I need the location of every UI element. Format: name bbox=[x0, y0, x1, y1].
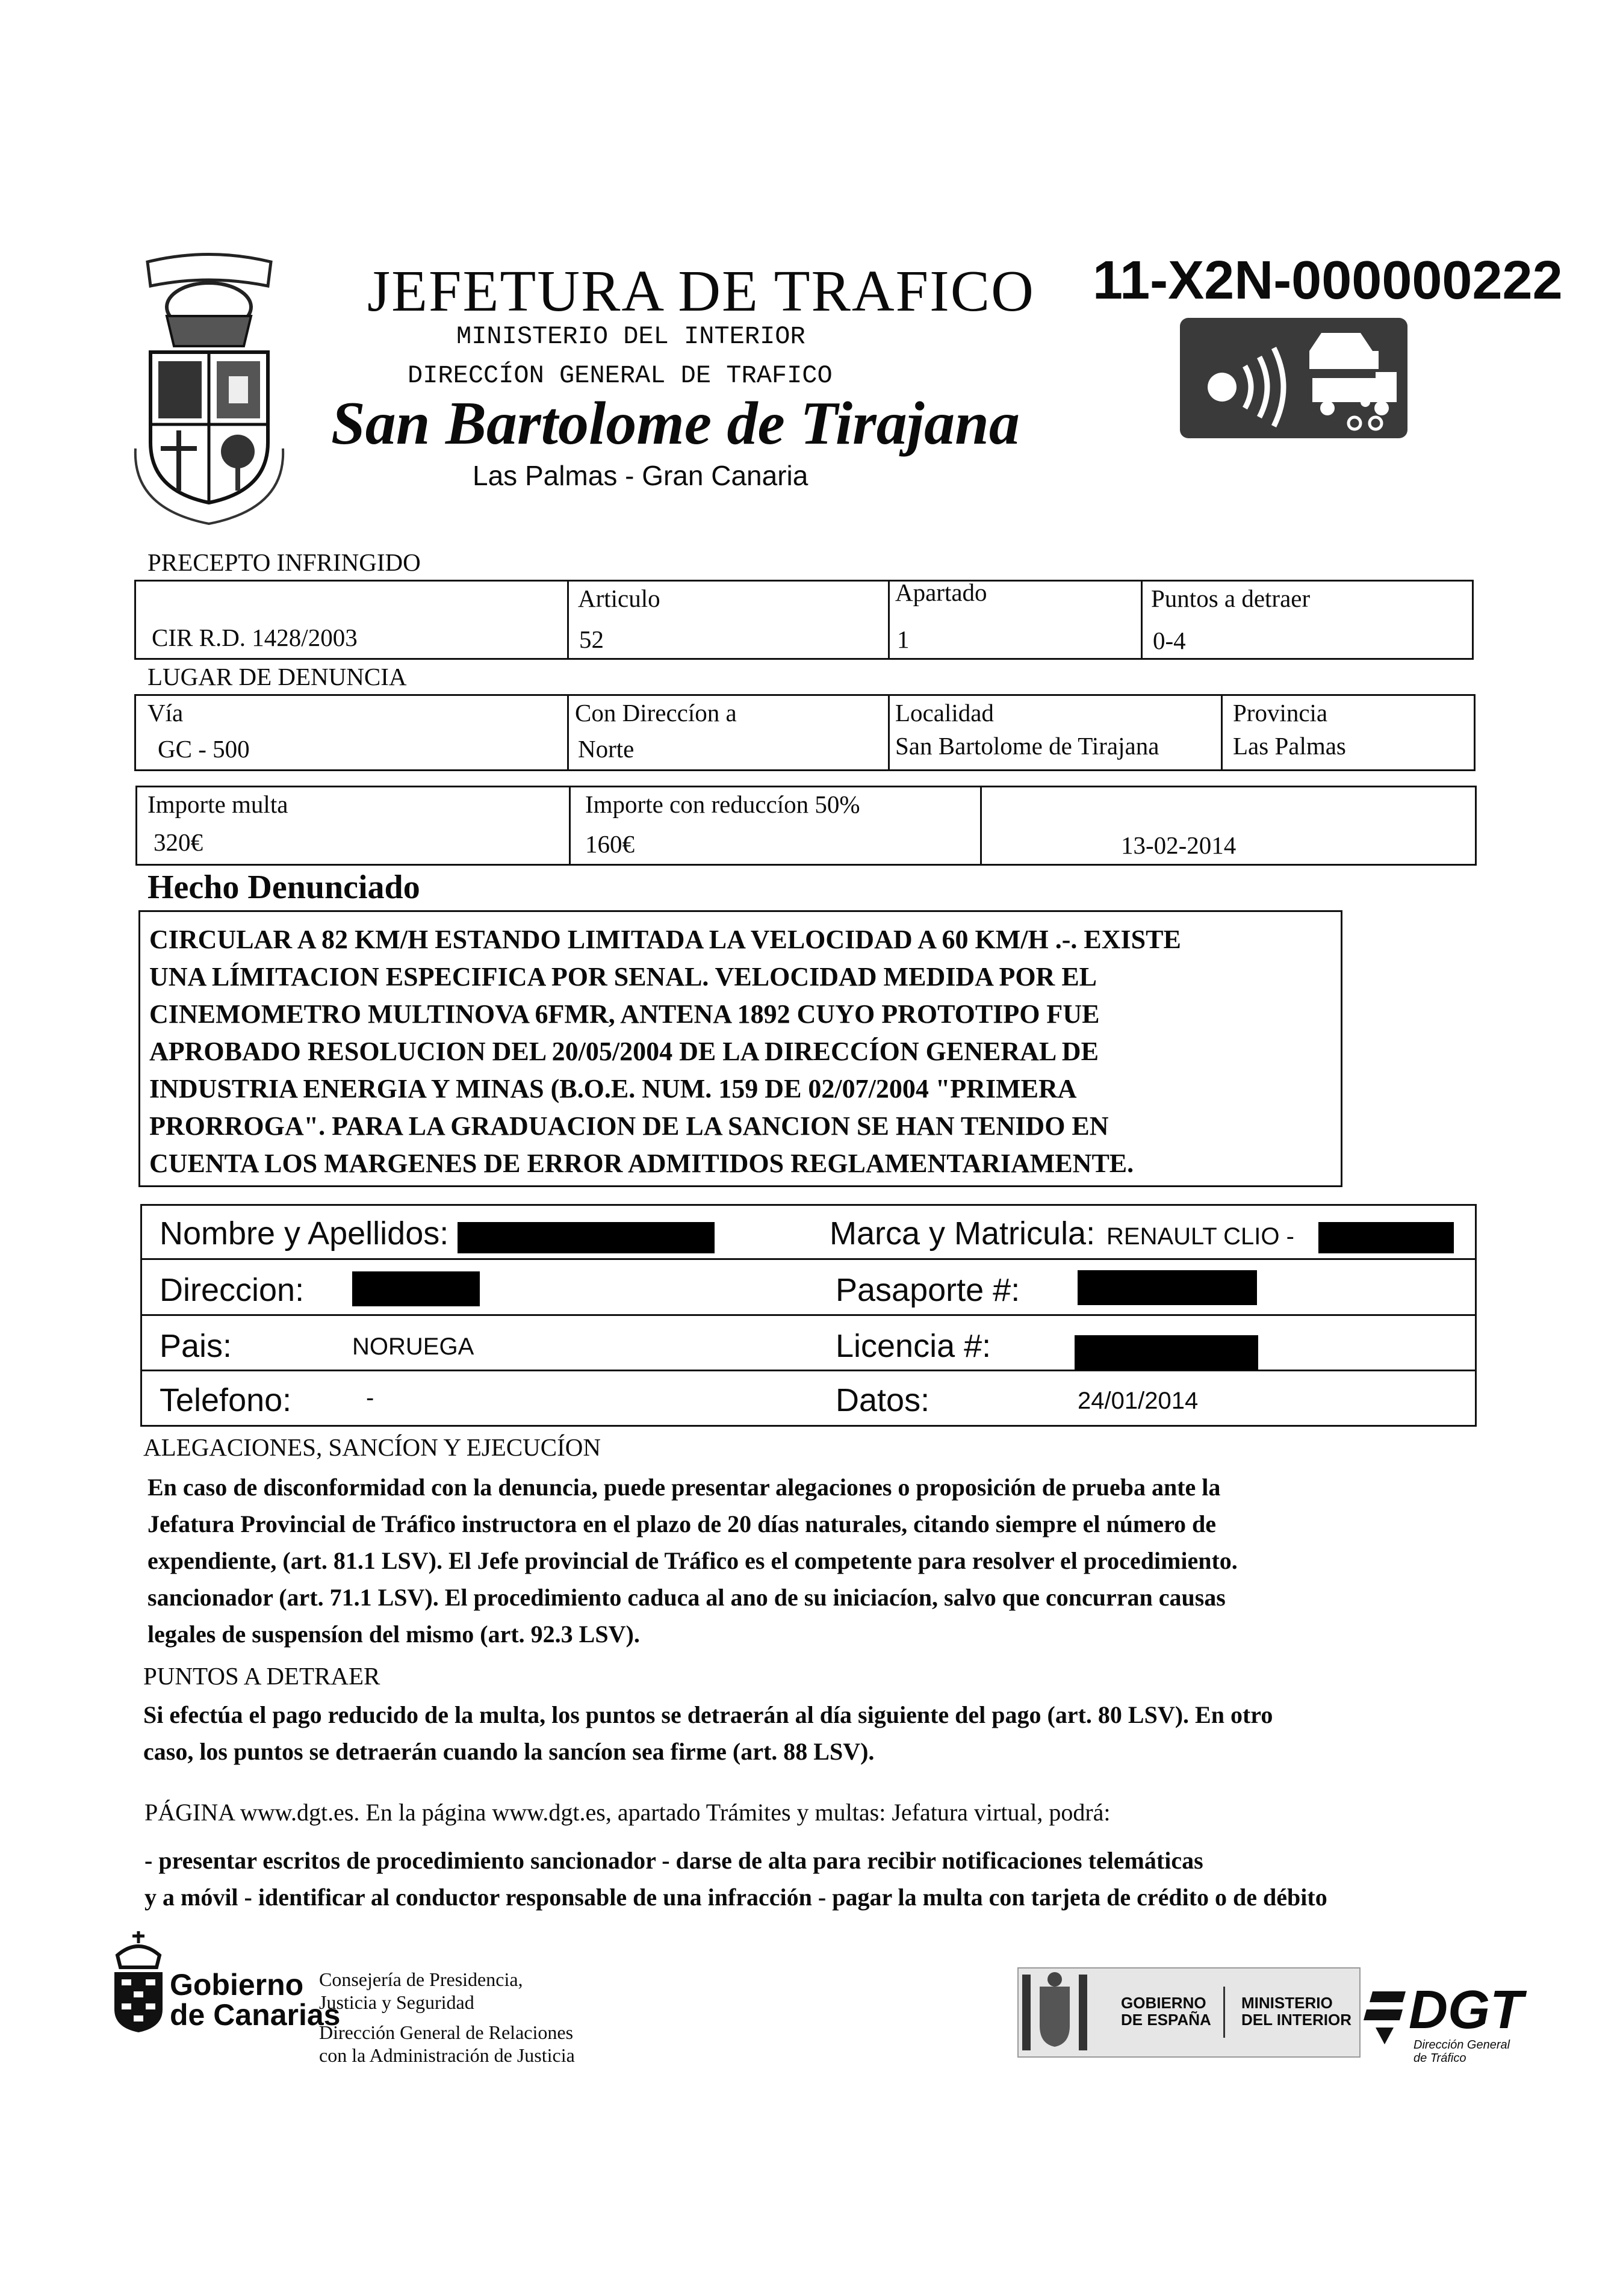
precepto-divider-2 bbox=[888, 580, 890, 660]
direccion-value: Norte bbox=[578, 735, 635, 763]
hecho-line: CUENTA LOS MARGENES DE ERROR ADMITIDOS REGLAMENTARIAMENTE. bbox=[149, 1149, 1134, 1178]
marca-label: Marca y Matricula: bbox=[830, 1215, 1096, 1252]
ministerio-interior-1: MINISTERIO bbox=[1241, 1994, 1333, 2012]
importe-divider-2 bbox=[980, 786, 982, 866]
puntos-heading: PUNTOS A DETRAER bbox=[143, 1662, 380, 1690]
gobierno-espana-2: DE ESPAÑA bbox=[1121, 2011, 1211, 2029]
alegaciones-heading: ALEGACIONES, SANCÍON Y EJECUCÍON bbox=[143, 1433, 601, 1461]
region-line: Las Palmas - Gran Canaria bbox=[473, 460, 808, 491]
hecho-line: APROBADO RESOLUCION DEL 20/05/2004 DE LA DIRECCÍON GENERAL DE bbox=[149, 1037, 1099, 1066]
nombre-label: Nombre y Apellidos: bbox=[160, 1215, 449, 1252]
pagina-line: - presentar escritos de procedimiento sancionador - darse de alta para recibir notificaciones telemáticas bbox=[144, 1847, 1203, 1874]
municipal-coat-of-arms-icon bbox=[123, 250, 295, 527]
consejeria-2: Justicia y Seguridad bbox=[319, 1991, 474, 2013]
pasaporte-redacted bbox=[1078, 1270, 1257, 1305]
hecho-heading: Hecho Denunciado bbox=[147, 869, 420, 906]
puntos-label: Puntos a detraer bbox=[1151, 585, 1311, 612]
direction-line: DIRECCÍON GENERAL DE TRAFICO bbox=[408, 361, 833, 390]
dgt-sub-1: Dirección General bbox=[1414, 2038, 1510, 2052]
dgt-logo bbox=[1361, 1967, 1541, 2064]
precepto-divider-3 bbox=[1141, 580, 1143, 660]
provincia-value: Las Palmas bbox=[1233, 732, 1346, 760]
localidad-label: Localidad bbox=[895, 699, 994, 727]
localidad-value: San Bartolome de Tirajana bbox=[895, 732, 1159, 760]
importe-reduccion-value: 160€ bbox=[585, 830, 635, 858]
telefono-label: Telefono: bbox=[160, 1382, 292, 1418]
matricula-redacted bbox=[1318, 1222, 1454, 1253]
ministry-line: MINISTERIO DEL INTERIOR bbox=[456, 322, 805, 351]
consejeria-1: Consejería de Presidencia, bbox=[319, 1969, 523, 1990]
municipality-name: San Bartolome de Tirajana bbox=[331, 389, 1020, 458]
alegaciones-line: sancionador (art. 71.1 LSV). El procedimiento caduca al ano de su iniciacíon, salvo que concurran causas bbox=[147, 1584, 1226, 1611]
hecho-line: PRORROGA". PARA LA GRADUACION DE LA SANCION SE HAN TENIDO EN bbox=[149, 1111, 1109, 1141]
persona-row-divider-2 bbox=[140, 1314, 1477, 1316]
puntos-text bbox=[143, 1696, 1273, 1770]
articulo-label: Articulo bbox=[578, 585, 660, 612]
apartado-value: 1 bbox=[897, 625, 910, 653]
direccion-persona-label: Direccion: bbox=[160, 1272, 305, 1308]
lugar-heading: LUGAR DE DENUNCIA bbox=[147, 663, 407, 690]
file-number: 11-X2N-000000222 bbox=[1093, 250, 1563, 311]
lugar-divider-1 bbox=[567, 694, 569, 771]
gobierno-line-1: Gobierno bbox=[170, 1968, 304, 2002]
hecho-text bbox=[149, 921, 1181, 1182]
marca-value: RENAULT CLIO - bbox=[1106, 1223, 1294, 1250]
importe-fecha: 13-02-2014 bbox=[1121, 831, 1237, 859]
datos-label: Datos: bbox=[836, 1382, 930, 1418]
licencia-redacted bbox=[1075, 1335, 1258, 1370]
municipal-crest bbox=[123, 250, 295, 527]
dgt-sub-2: de Tráfico bbox=[1414, 2052, 1466, 2065]
precepto-heading: PRECEPTO INFRINGIDO bbox=[147, 548, 421, 576]
lugar-divider-3 bbox=[1221, 694, 1223, 771]
pagina-line: y a móvil - identificar al conductor responsable de una infracción - pagar la multa con tarjeta de crédito o de débito bbox=[144, 1884, 1327, 1911]
puntos-line: Si efectúa el pago reducido de la multa, los puntos se detraerán al día siguiente del pago (art. 80 LSV). En otro bbox=[143, 1701, 1273, 1728]
lugar-divider-2 bbox=[888, 694, 890, 771]
ministerio-interior-2: DEL INTERIOR bbox=[1241, 2011, 1351, 2029]
pais-label: Pais: bbox=[160, 1328, 232, 1364]
hecho-line: UNA LÍMITACION ESPECIFICA POR SENAL. VELOCIDAD MEDIDA POR EL bbox=[149, 962, 1097, 991]
direccion-redacted bbox=[352, 1271, 480, 1306]
persona-row-divider-3 bbox=[140, 1370, 1477, 1371]
gobierno-line-2: de Canarias bbox=[170, 1998, 341, 2032]
direccion-relaciones-1: Dirección General de Relaciones bbox=[319, 2021, 574, 2043]
direccion-relaciones-2: con la Administración de Justicia bbox=[319, 2044, 575, 2066]
pagina-text bbox=[144, 1842, 1327, 1916]
via-label: Vía bbox=[147, 699, 184, 727]
spain-coat-of-arms-icon bbox=[1019, 1969, 1109, 2056]
page-title: JEFETURA DE TRAFICO bbox=[367, 259, 1035, 324]
dgt-text: DGT bbox=[1409, 1980, 1523, 2040]
gobierno-espana-1: GOBIERNO bbox=[1121, 1994, 1206, 2012]
hecho-line: CIRCULAR A 82 KM/H ESTANDO LIMITADA LA VELOCIDAD A 60 KM/H .-. EXISTE bbox=[149, 925, 1181, 954]
hecho-line: CINEMOMETRO MULTINOVA 6FMR, ANTENA 1892 CUYO PROTOTIPO FUE bbox=[149, 999, 1100, 1029]
datos-value: 24/01/2014 bbox=[1078, 1388, 1199, 1414]
alegaciones-line: expendiente, (art. 81.1 LSV). El Jefe provincial de Tráfico es el competente para resolver el procedimiento. bbox=[147, 1547, 1238, 1574]
provincia-label: Provincia bbox=[1233, 699, 1328, 727]
puntos-line: caso, los puntos se detraerán cuando la sancíon sea firme (art. 88 LSV). bbox=[143, 1738, 875, 1765]
apartado-label: Apartado bbox=[895, 579, 987, 606]
gobierno-espana-logo bbox=[1017, 1967, 1361, 2058]
gobierno-canarias-logo bbox=[108, 1931, 169, 2034]
dgt-stripes-icon bbox=[1361, 1979, 1409, 2046]
hecho-line: INDUSTRIA ENERGIA Y MINAS (B.O.E. NUM. 159 DE 02/07/2004 "PRIMERA bbox=[149, 1074, 1077, 1103]
logo-divider bbox=[1223, 1987, 1225, 2038]
telefono-value: - bbox=[366, 1385, 374, 1411]
pagina-intro: PÁGINA www.dgt.es. En la página www.dgt.es, apartado Trámites y multas: Jefatura virtual, podrá: bbox=[144, 1799, 1111, 1826]
alegaciones-line: Jefatura Provincial de Tráfico instructora en el plazo de 20 días naturales, citando siempre el número de bbox=[147, 1510, 1217, 1537]
alegaciones-line: En caso de disconformidad con la denuncia, puede presentar alegaciones o proposición de prueba ante la bbox=[147, 1474, 1221, 1501]
puntos-value: 0-4 bbox=[1153, 627, 1186, 654]
precepto-law: CIR R.D. 1428/2003 bbox=[152, 624, 358, 651]
speed-camera-sign-icon bbox=[1180, 318, 1407, 438]
direccion-label: Con Direccíon a bbox=[575, 699, 737, 727]
pais-value: NORUEGA bbox=[352, 1333, 474, 1360]
canary-islands-crest-icon bbox=[108, 1931, 169, 2034]
speed-camera-sign bbox=[1180, 318, 1407, 438]
articulo-value: 52 bbox=[579, 625, 604, 653]
importe-reduccion-label: Importe con reduccíon 50% bbox=[585, 790, 860, 818]
importe-multa-value: 320€ bbox=[154, 828, 203, 856]
persona-row-divider-1 bbox=[140, 1258, 1477, 1260]
pasaporte-label: Pasaporte #: bbox=[836, 1272, 1020, 1308]
importe-multa-label: Importe multa bbox=[147, 790, 288, 818]
precepto-divider-1 bbox=[567, 580, 569, 660]
via-value: GC - 500 bbox=[158, 735, 250, 763]
importe-divider-1 bbox=[569, 786, 571, 866]
alegaciones-text bbox=[147, 1469, 1238, 1652]
nombre-redacted bbox=[458, 1222, 715, 1253]
licencia-label: Licencia #: bbox=[836, 1328, 991, 1364]
alegaciones-line: legales de suspensíon del mismo (art. 92.3 LSV). bbox=[147, 1621, 640, 1648]
